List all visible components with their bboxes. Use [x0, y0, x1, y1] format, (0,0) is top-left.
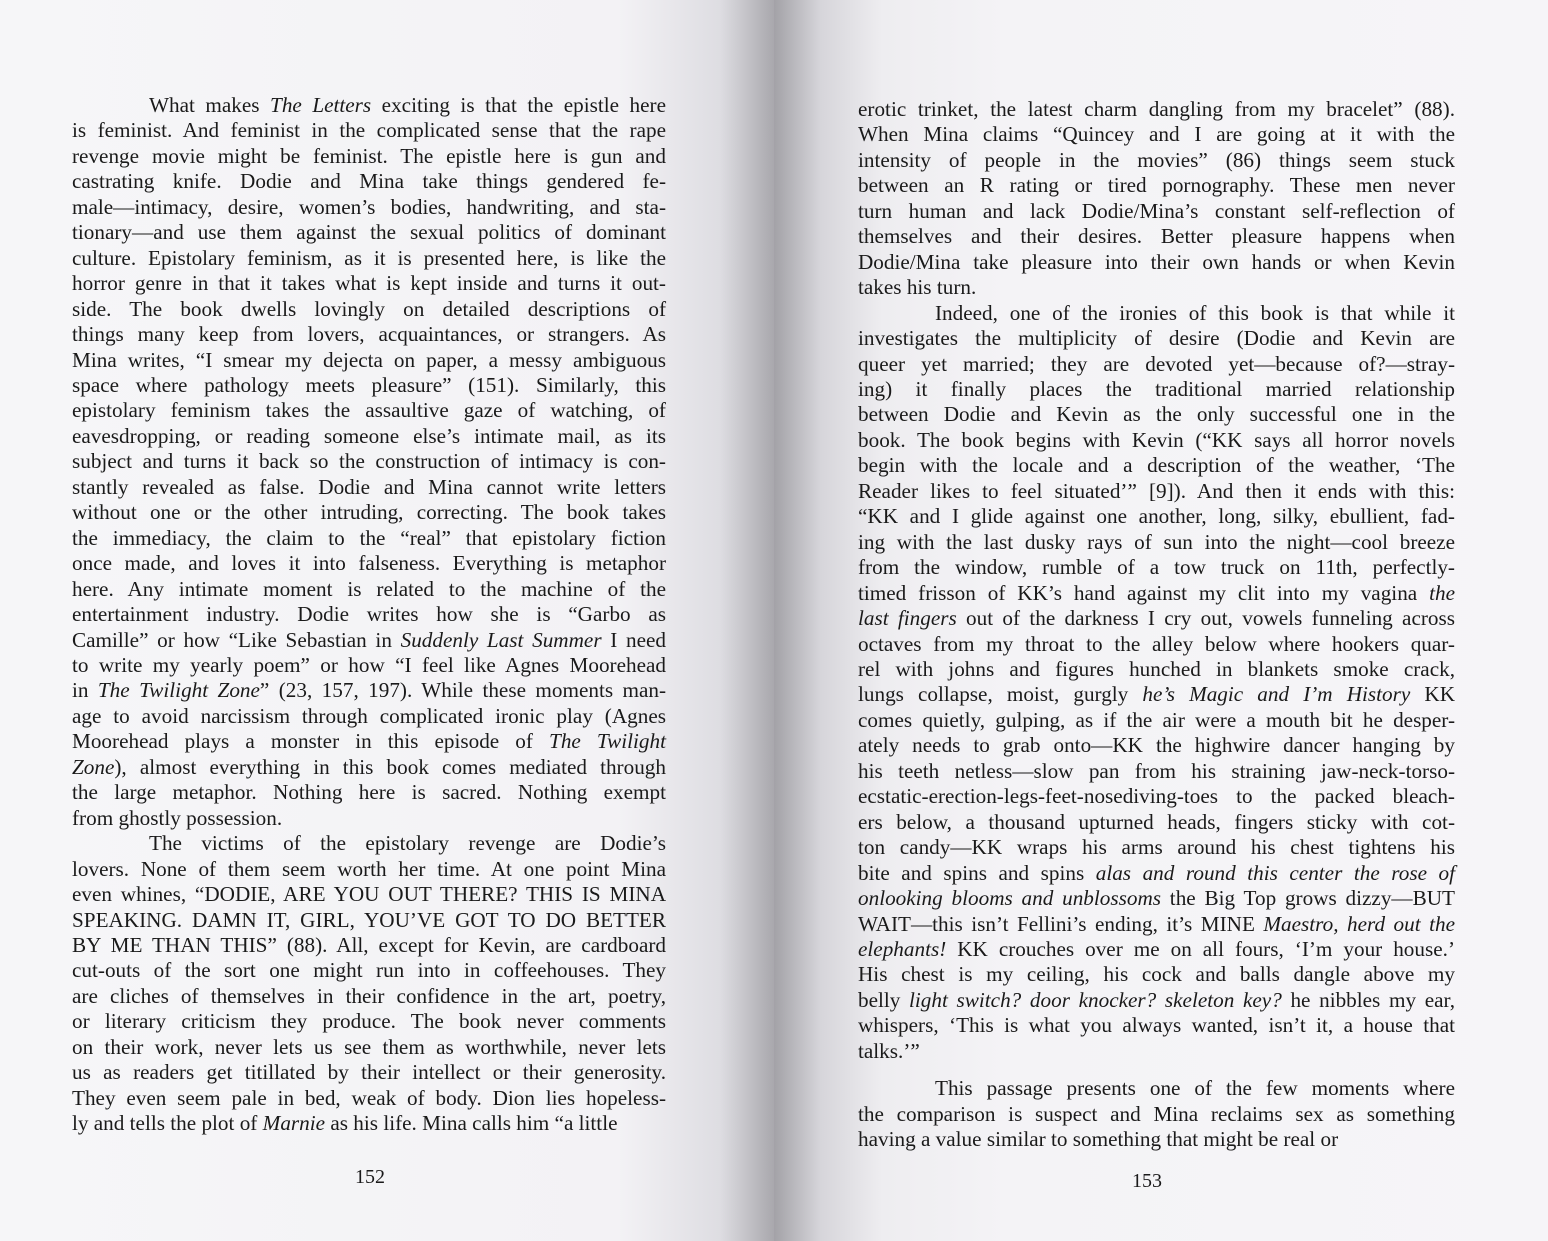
text-line: having a value similar to something that might be real or [858, 1127, 1339, 1152]
text-line: eavesdropping, or reading someone else’s intimate mail, as its [72, 423, 666, 448]
text-line: side. The book dwells lovingly on detailed descriptions of [72, 296, 666, 321]
text-line: entertainment industry. Dodie writes how she is “Garbo as [72, 602, 666, 627]
text-line: here. Any intimate moment is related to the machine of the [72, 576, 666, 601]
text-line: ton candy—KK wraps his arms around his chest tightens his [858, 835, 1455, 860]
text-line: bite and spins and spins alas and round this center the rose of [858, 860, 1455, 885]
text-line: ly and tells the plot of Marnie as his life. Mina calls him “a little [72, 1111, 618, 1136]
text-line: the comparison is suspect and Mina reclaims sex as something [858, 1101, 1455, 1126]
text-line: ately needs to grab onto—KK the highwire dancer hanging by [858, 733, 1455, 758]
text-line: belly light switch? door knocker? skeleton key? he nibbles my ear, [858, 987, 1456, 1012]
text-line: culture. Epistolary feminism, as it is presented here, is like the [72, 245, 666, 270]
left-page-text [72, 93, 666, 1137]
text-line: tionary—and use them against the sexual politics of dominant [72, 220, 666, 245]
text-line: to write my yearly poem” or how “I feel like Agnes Moorehead [72, 652, 666, 677]
text-line: talks.’” [858, 1038, 920, 1063]
text-line: cut-outs of the sort one might run into in coffeehouses. They [72, 958, 666, 983]
text-line: onlooking blooms and unblossoms the Big Top grows dizzy—BUT [858, 886, 1455, 911]
text-line: rel with johns and figures hunched in blankets smoke crack, [858, 656, 1455, 681]
text-line: queer yet married; they are devoted yet—because of?—stray- [858, 351, 1455, 376]
text-line: Camille” or how “Like Sebastian in Suddenly Last Summer I need [72, 627, 666, 652]
page-number-right: 153 [1132, 1170, 1162, 1192]
text-line: whispers, ‘This is what you always wanted, isn’t it, a house that [858, 1013, 1455, 1038]
text-line: revenge movie might be feminist. The epistle here is gun and [72, 143, 666, 168]
text-line: without one or the other intruding, correcting. The book takes [72, 500, 666, 525]
text-line: are cliches of themselves in their confidence in the art, poetry, [72, 983, 666, 1008]
text-line: WAIT—this isn’t Fellini’s ending, it’s MINE Maestro, herd out the [858, 911, 1455, 936]
text-line: age to avoid narcissism through complicated ironic play (Agnes [72, 703, 666, 728]
text-line: the large metaphor. Nothing here is sacred. Nothing exempt [72, 780, 666, 805]
text-line: This passage presents one of the few moments where [935, 1076, 1455, 1101]
page-number-left: 152 [355, 1166, 385, 1188]
text-line: takes his turn. [858, 275, 977, 300]
text-line: His chest is my ceiling, his cock and balls dangle above my [858, 962, 1455, 987]
text-line: erotic trinket, the latest charm dangling from my bracelet” (88). [858, 97, 1455, 121]
text-line: his teeth netless—slow pan from his straining jaw-neck-torso- [858, 758, 1455, 783]
text-line: ing with the last dusky rays of sun into the night—cool breeze [858, 529, 1455, 554]
right-page-text [858, 97, 1455, 1153]
text-line: octaves from my throat to the alley below where hookers quar- [858, 631, 1455, 656]
text-line: male—intimacy, desire, women’s bodies, handwriting, and sta- [72, 194, 666, 219]
text-line: stantly revealed as false. Dodie and Mina cannot write letters [72, 474, 666, 499]
text-line: things many keep from lovers, acquaintances, or strangers. As [72, 322, 666, 347]
text-line: from ghostly possession. [72, 805, 283, 830]
text-line: between Dodie and Kevin as the only successful one in the [858, 402, 1455, 427]
text-line: They even seem pale in bed, weak of body. Dion lies hopeless- [72, 1085, 666, 1110]
text-line: BY ME THAN THIS” (88). All, except for Kevin, are cardboard [72, 932, 666, 957]
text-line: us as readers get titillated by their intellect or their generosity. [72, 1060, 666, 1085]
text-line: epistolary feminism takes the assaultive gaze of watching, of [72, 398, 666, 423]
text-line: ecstatic-erection-legs-feet-nosediving-toes to the packed bleach- [858, 784, 1455, 809]
text-line: investigates the multiplicity of desire (Dodie and Kevin are [858, 326, 1455, 351]
text-line: SPEAKING. DAMN IT, GIRL, YOU’VE GOT TO DO BETTER [72, 907, 666, 932]
text-line: lungs collapse, moist, gurgly he’s Magic and I’m History KK [858, 682, 1455, 707]
text-line: “KK and I glide against one another, long, silky, ebullient, fad- [858, 504, 1455, 529]
text-line: or literary criticism they produce. The book never comments [72, 1009, 666, 1034]
text-line: book. The book begins with Kevin (“KK says all horror novels [858, 427, 1455, 452]
text-line: ers below, a thousand upturned heads, fingers sticky with cot- [858, 809, 1455, 834]
text-line: the immediacy, the claim to the “real” that epistolary fiction [72, 525, 666, 550]
text-line: The victims of the epistolary revenge are Dodie’s [149, 831, 666, 856]
text-line: once made, and loves it into falseness. Everything is metaphor [72, 551, 666, 576]
text-line: When Mina claims “Quincey and I are going at it with the [858, 122, 1455, 147]
text-line: Mina writes, “I smear my dejecta on paper, a messy ambiguous [72, 347, 666, 372]
text-line: Indeed, one of the ironies of this book is that while it [935, 300, 1455, 325]
text-line: space where pathology meets pleasure” (151). Similarly, this [72, 372, 666, 397]
text-line: themselves and their desires. Better pleasure happens when [858, 224, 1455, 249]
text-line: on their work, never lets us see them as worthwhile, never lets [72, 1034, 666, 1059]
text-line: Moorehead plays a monster in this episode of The Twilight [72, 729, 666, 754]
text-line: lovers. None of them seem worth her time. At one point Mina [72, 856, 666, 881]
text-line: turn human and lack Dodie/Mina’s constant self-reflection of [858, 198, 1455, 223]
text-line: Dodie/Mina take pleasure into their own hands or when Kevin [858, 249, 1455, 274]
text-line: in The Twilight Zone” (23, 157, 197). While these moments man- [72, 678, 667, 703]
text-line: begin with the locale and a description of the weather, ‘The [858, 453, 1455, 478]
text-line: Zone), almost everything in this book comes mediated through [72, 754, 666, 779]
text-line: ing) it finally places the traditional married relationship [858, 376, 1455, 401]
text-line: intensity of people in the movies” (86) things seem stuck [858, 147, 1455, 172]
text-line: comes quietly, gulping, as if the air were a mouth bit he desper- [858, 707, 1455, 732]
right-page [774, 0, 1548, 1241]
text-line: even whines, “DODIE, ARE YOU OUT THERE? THIS IS MINA [72, 882, 666, 907]
text-line: What makes The Letters exciting is that the epistle here [149, 93, 666, 117]
text-line: subject and turns it back so the construction of intimacy is con- [72, 449, 666, 474]
text-line: timed frisson of KK’s hand against my clit into my vagina the [858, 580, 1455, 605]
text-line: from the window, rumble of a tow truck on 11th, perfectly- [858, 555, 1455, 580]
text-line: last fingers out of the darkness I cry out, vowels funneling across [858, 606, 1456, 631]
text-line: horror genre in that it takes what is kept inside and turns it out- [72, 271, 666, 296]
text-line: is feminist. And feminist in the complicated sense that the rape [72, 118, 666, 143]
text-line: Reader likes to feel situated’” [9]). And then it ends with this: [858, 478, 1455, 503]
text-line: between an R rating or tired pornography. These men never [858, 173, 1455, 198]
text-line: elephants! KK crouches over me on all fours, ‘I’m your house.’ [858, 936, 1455, 961]
text-line: castrating knife. Dodie and Mina take things gendered fe- [72, 169, 666, 194]
